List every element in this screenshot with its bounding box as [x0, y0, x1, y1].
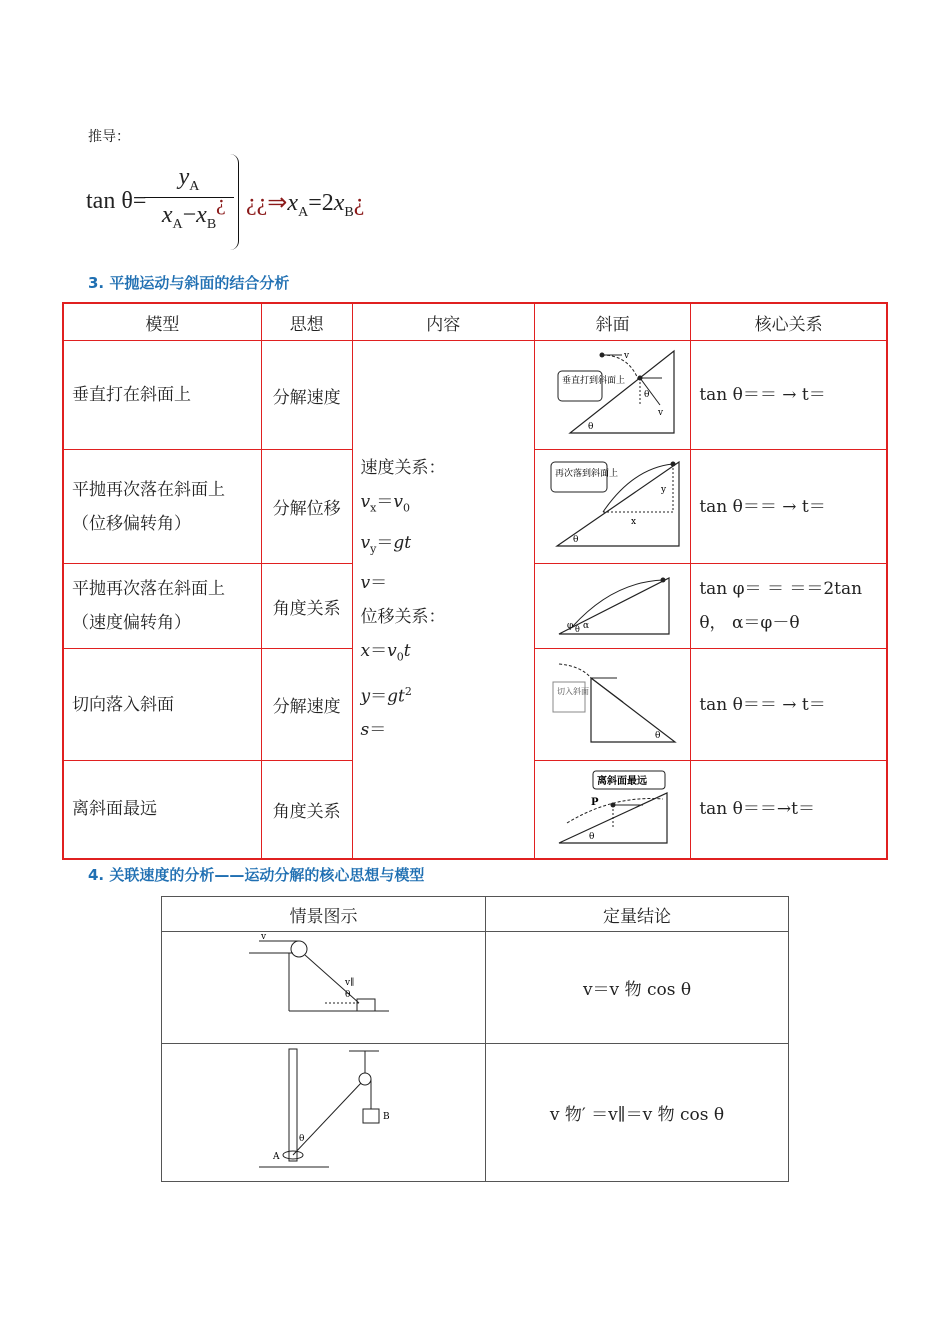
content-line: $x=v_0t$ [360, 641, 411, 664]
core-cell: tan θ＝＝→t＝ [691, 761, 887, 859]
rhs-x: x [287, 190, 299, 216]
den-b: x [196, 202, 207, 228]
svg-text:v: v [260, 933, 266, 942]
svg-text:α: α [582, 620, 589, 631]
idea-cell: 分解速度 [261, 341, 352, 450]
question-mark-2: ¿¿⇒ [246, 190, 288, 216]
header-content: 内容 [352, 303, 535, 341]
core-cell: tan θ＝＝ → t＝ [691, 649, 887, 761]
numerator-sub: A [189, 179, 200, 194]
header-scene: 情景图示 [162, 897, 486, 932]
incline-figure-farthest [553, 765, 673, 849]
svg-text:θ: θ [298, 1134, 304, 1144]
model-cell: 平抛再次落在斜面上（位移偏转角） [63, 450, 261, 564]
pole-pulley-figure [249, 1045, 399, 1175]
fig2-label: 再次落到斜面上 [554, 469, 618, 479]
fig1-label: 垂直打到斜面上 [561, 375, 625, 386]
idea-cell: 分解位移 [261, 450, 352, 564]
header-conclusion: 定量结论 [486, 897, 789, 932]
model-cell: 平抛再次落在斜面上（速度偏转角） [63, 564, 261, 649]
model-cell: 垂直打在斜面上 [63, 341, 261, 450]
fig4-label: 切入斜面 [556, 687, 589, 696]
section4-heading: 4. 关联速度的分析——运动分解的核心思想与模型 [88, 866, 425, 884]
svg-text:x: x [630, 517, 636, 527]
scene-figure-cell [162, 1044, 486, 1182]
svg-text:θ: θ [643, 389, 650, 400]
rhs-x2: x [333, 190, 345, 216]
idea-cell: 角度关系 [261, 564, 352, 649]
den-a: x [161, 202, 173, 228]
fig5-label: 离斜面最远 [596, 775, 647, 787]
incline-figure-velocity-angle [553, 568, 673, 640]
table-row [162, 1044, 789, 1182]
formula-rhs [246, 188, 364, 221]
incline-figure-cell [535, 341, 691, 450]
core-cell: tan θ＝＝ → t＝ [691, 341, 887, 450]
svg-text:v: v [623, 350, 629, 361]
formula-numerator: y [178, 164, 190, 190]
content-line: $y=gt^2$ [360, 684, 412, 707]
svg-text:y: y [660, 485, 666, 495]
conclusion-cell: v＝v 物 cos θ [486, 932, 789, 1044]
idea-cell: 角度关系 [261, 761, 352, 859]
brace-line [230, 154, 239, 250]
svg-text:θ: θ [587, 421, 594, 432]
rope-block-figure [249, 933, 399, 1037]
svg-text:A: A [272, 1152, 280, 1162]
incline-figure-perpendicular [548, 345, 678, 441]
svg-text:θ: θ [588, 831, 595, 842]
core-cell: tan φ＝ ＝ ＝＝2tan θ， α＝φ－θ [691, 564, 887, 649]
conclusion-cell: v 物′ ＝v∥＝v 物 cos θ [486, 1044, 789, 1182]
idea-cell: 分解速度 [261, 649, 352, 761]
content-line: 速度关系： [360, 458, 446, 479]
derivation-label: 推导： [88, 129, 130, 145]
content-cell [352, 341, 535, 859]
svg-text:θ: θ [344, 990, 350, 1000]
rhs-eq: =2 [308, 190, 334, 216]
projectile-incline-table [62, 302, 888, 860]
section3-heading: 3. 平抛运动与斜面的结合分析 [88, 274, 290, 292]
table-row [63, 341, 887, 450]
header-model: 模型 [63, 303, 261, 341]
rhs-x-sub: A [298, 205, 309, 220]
incline-figure-cell [535, 450, 691, 564]
svg-text:θ: θ [654, 731, 661, 741]
header-incline: 斜面 [535, 303, 691, 341]
svg-text:v∥: v∥ [344, 978, 354, 988]
svg-text:B: B [382, 1112, 390, 1122]
content-line: $v_x=v_0$ [360, 492, 410, 515]
svg-text:P: P [590, 796, 599, 808]
svg-text:φ: φ [566, 620, 573, 631]
model-cell: 离斜面最远 [63, 761, 261, 859]
incline-figure-tangent [545, 652, 681, 752]
svg-text:θ: θ [572, 535, 579, 545]
model-cell: 切向落入斜面 [63, 649, 261, 761]
den-a-sub: A [172, 217, 183, 232]
linked-velocity-table [161, 896, 789, 1182]
svg-text:θ: θ [574, 624, 580, 634]
content-line: $v_y=gt$ [360, 532, 412, 556]
rhs-x2-sub: B [344, 205, 354, 220]
scene-figure-cell [162, 932, 486, 1044]
question-mark-1: ¿ [216, 190, 226, 215]
derivation-formula [86, 160, 386, 252]
header-core: 核心关系 [691, 303, 887, 341]
content-line: v＝ [360, 573, 388, 594]
content-line: 位移关系： [360, 607, 446, 628]
formula-lhs: tan θ= [86, 188, 147, 214]
incline-figure-cell [535, 564, 691, 649]
header-idea: 思想 [261, 303, 352, 341]
question-mark-3: ¿ [353, 190, 365, 216]
core-cell: tan θ＝＝ → t＝ [691, 450, 887, 564]
incline-figure-displacement [543, 454, 683, 554]
incline-figure-cell [535, 761, 691, 859]
incline-figure-cell [535, 649, 691, 761]
table-row [162, 932, 789, 1044]
den-minus: − [182, 202, 197, 228]
svg-text:v: v [657, 407, 663, 418]
content-line: s＝ [360, 720, 387, 741]
den-b-sub: B [206, 217, 217, 232]
